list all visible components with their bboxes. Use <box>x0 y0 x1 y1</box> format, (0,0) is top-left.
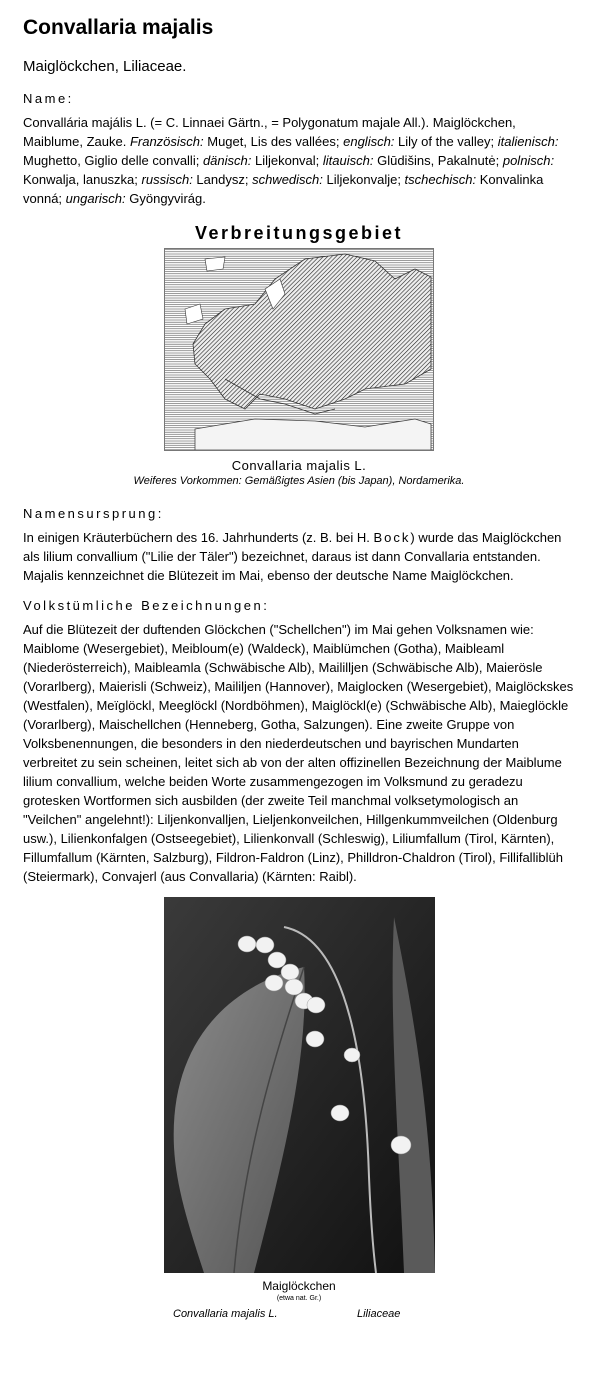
origin-author: Bock <box>373 530 411 545</box>
origin-text-b: ) wurde das Maiglöckchen als lilium convallium ("Lilie der Täler") bezeichnet, daraus ist dann Convallaria entstanden. Majalis kennzeichnet die Blütezeit im Mai, ebenso der deutsche Name Maiglöckchen. <box>23 530 562 583</box>
lily-of-the-valley-photo <box>164 897 435 1273</box>
name-text-run: Convallária majális L. (= C. Linnaei Gärtn., = Polygonatum majale All.). Maiglöckchen, Maiblume, Zauke. <box>23 115 516 149</box>
map-title: Verbreitungsgebiet <box>194 223 404 243</box>
name-text-run: Muget, Lis des vallées; <box>203 134 344 149</box>
folk-names-paragraph: Auf die Blütezeit der duftenden Glöckchen ("Schellchen") im Mai gehen Volksnamen wie: Maiblome (Wesergebiet), Meibloum(e) (Waldeck), Maiblümchen (Gotha), Maibleaml (Niederösterreich), Maibleamla (Schwäbische Alb), Maililljen (Schwäbische Alb), Maierösle (Vorarlberg), Maierisli (Schweiz), Maililjen (Hannover), Maiglocken (Wesergebiet), Maiglöckskes (Westfalen), Meïglöckl, Meeglöckl (Nordböhmen), Maiglöckl(e) (Schwäbische Alb), Maieglöckle (Vorarlberg), Maischellchen (Henneberg, Gotha, Salzungen). Eine zweite Gruppe von Volksbenennungen, die besonders in den niederdeutschen und bayrischen Mundarten verbreitet zu sein scheinen, leitet sich ab von der alten offizinellen Bezeichnung der Maiblume lilium convallium, welche beiden Worte zusammengezogen im Volksmund zu geradezu grotesken Wortformen sich ausbilden (der zweite Teil manchmal volksetymologisch an "Veilchen" angelehnt!): Liljenkonvalljen, Lieljenkonveilchen, Hillgenkummveilchen (Oldenburg usw.), Lilienkonfalgen (Ostseegebiet), Lilienkonvall (Schleswig), Liliumfallum (Tirol, Kärnten), Fillumfallum (Kärnten, Salzburg), Fildron-Faldron (Linz), Philldron-Chaldron (Tirol), Fillifalliblüh (Steiermark), Convajerl (aus Convallaria) (Kärnten: Raibl). <box>23 622 574 884</box>
photo-scale-note: (etwa nat. Gr.) <box>276 1295 322 1302</box>
origin-heading: Namensursprung: <box>23 506 164 521</box>
name-text-run: Landysz; <box>192 172 253 187</box>
name-text-run: Konwalja, lanuszka; <box>23 172 142 187</box>
name-text-run: Mughetto, Giglio delle convalli; <box>23 153 203 168</box>
origin-text-a: In einigen Kräuterbüchern des 16. Jahrhunderts (z. B. bei H. <box>23 530 374 545</box>
language-label: polnisch: <box>502 153 555 168</box>
page-title: Convallaria majalis <box>23 16 214 39</box>
document-page <box>23 14 575 1322</box>
photo-species: Convallaria majalis L. <box>173 1308 278 1320</box>
distribution-map <box>164 248 434 451</box>
language-label: italienisch: <box>497 134 559 149</box>
page-subtitle: Maiglöckchen, Liliaceae. <box>23 58 187 75</box>
language-label: tschechisch: <box>404 172 477 187</box>
name-paragraph <box>23 113 575 208</box>
name-text-run: Liljekonvalje; <box>322 172 405 187</box>
name-text-run: Liljekonval; <box>251 153 323 168</box>
folk-names-heading: Volkstümliche Bezeichnungen: <box>23 598 270 613</box>
language-label: dänisch: <box>202 153 252 168</box>
map-caption: Convallaria majalis L. <box>231 458 367 473</box>
language-label: litauisch: <box>322 153 374 168</box>
language-label: Französisch: <box>129 134 204 149</box>
language-label: englisch: <box>343 134 395 149</box>
language-label: ungarisch: <box>65 191 126 206</box>
name-text-run: Lily of the valley; <box>394 134 498 149</box>
map-subcaption: Weiferes Vorkommen: Gemäßigtes Asien (bis Japan), Nordamerika. <box>133 475 465 487</box>
photo-caption: Maiglöckchen <box>262 1279 336 1293</box>
name-heading: Name: <box>23 91 74 106</box>
language-label: russisch: <box>141 172 193 187</box>
name-text-run: Gyöngyvirág. <box>125 191 206 206</box>
origin-paragraph <box>23 528 575 585</box>
language-label: schwedisch: <box>252 172 323 187</box>
photo-family: Liliaceae <box>357 1308 401 1320</box>
name-text-run: Glūdišins, Pakalnutė; <box>373 153 503 168</box>
photo-botanical-line <box>23 1307 575 1322</box>
name-text-run: Konvalinka vonná; <box>23 172 544 206</box>
